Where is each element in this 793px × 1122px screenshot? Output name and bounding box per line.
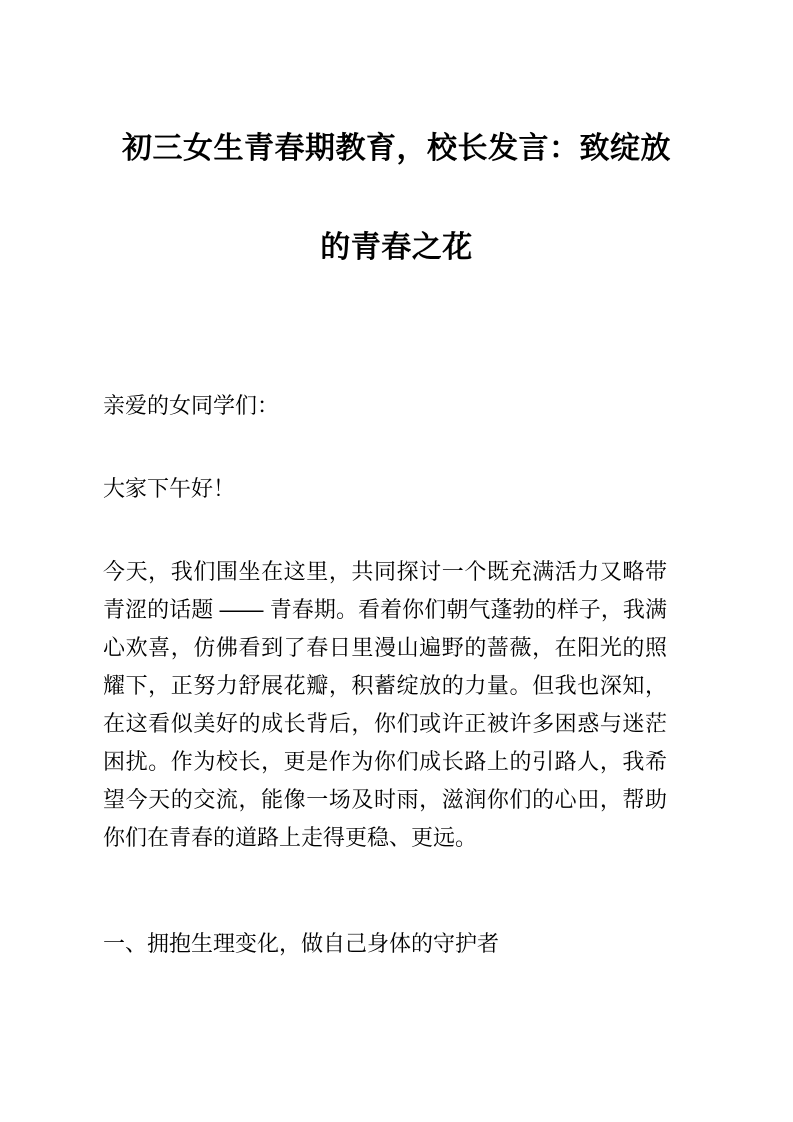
salutation-text: 亲爱的女同学们： [103,393,280,418]
greeting-text: 大家下午好！ [103,476,236,501]
body-paragraph: 今天，我们围坐在这里，共同探讨一个既充满活力又略带青涩的话题 —— 青春期。看着你们朝气蓬勃的样子，我满心欢喜，仿佛看到了春日里漫山遍野的蔷薇，在阳光的照耀下，正努力舒展花瓣，积蓄绽放的力量。但我也深知，在这看似美好的成长背后，你们或许正被许多困惑与迷茫困扰。作为校长，更是作为你们成长路上的引路人，我希望今天的交流，能像一场及时雨，滋润你们的心田，帮助你们在青春的道路上走得更稳、更远。 [103,559,667,850]
document-title-line-2: 的青春之花 [320,231,473,264]
document-title [0,99,793,297]
section-heading-1: 一、拥抱生理变化，做自己身体的守护者 [103,931,500,956]
document-title-line-1: 初三女生青春期教育，校长发言：致绽放 [122,132,671,165]
